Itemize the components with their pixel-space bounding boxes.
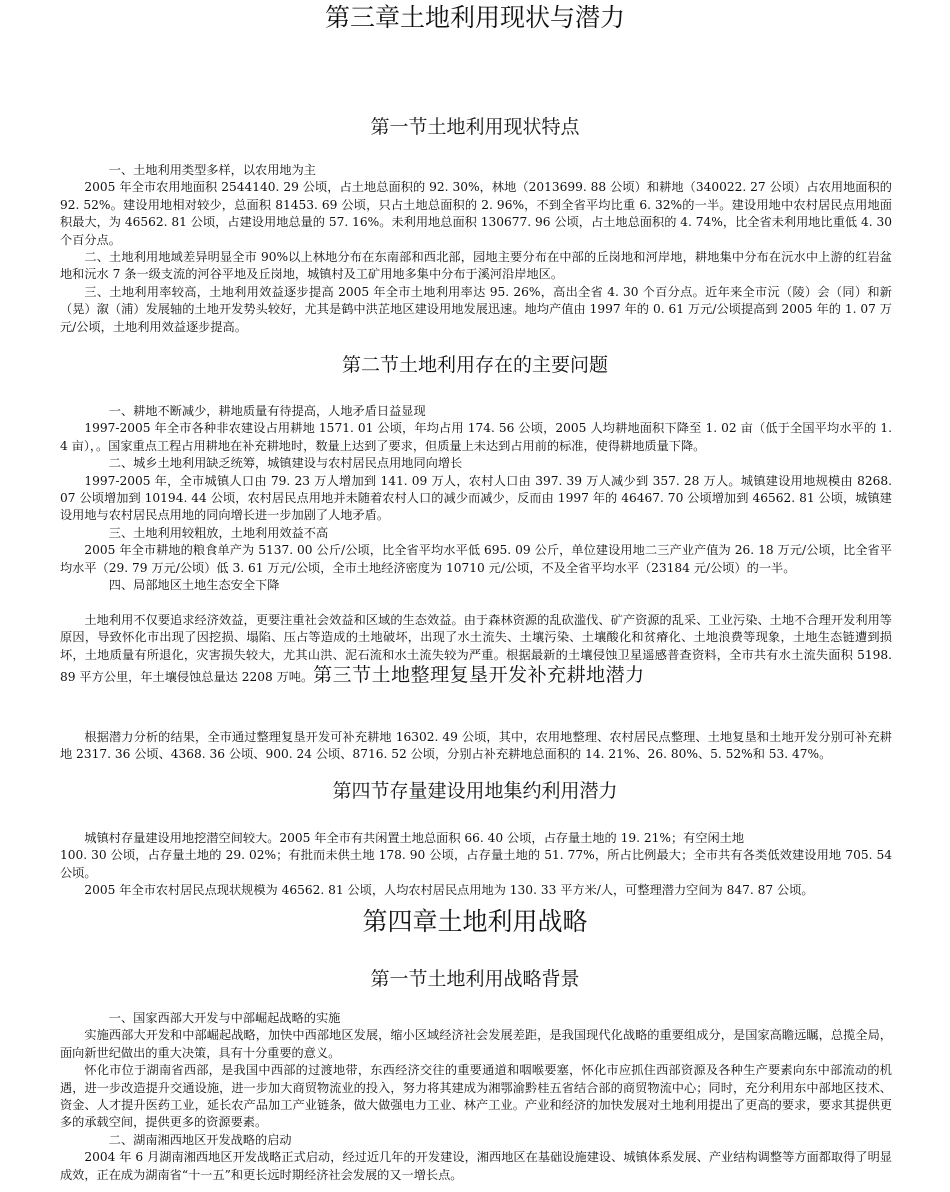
section-2-title: 第二节土地利用存在的主要问题	[341, 354, 608, 376]
chapter-3-title: 第三章土地利用现状与潜力	[324, 3, 625, 32]
section-1-heading-1: 一、土地利用类型多样，以农用地为主	[108, 163, 316, 177]
section-2-heading-3: 三、土地利用较粗放，土地利用效益不高	[108, 525, 329, 540]
section-1-para-1: 2005 年全市农用地面积 2544140. 29 公顷，占土地总面积的 92. 30%，林地（2013699. 88 公顷）和耕地（340022. 27 公顷）占农用地面积的 92. 52%。建设用地相对较少，总面积 81453. 69 公顷，只占土地总面积的 2. 96%，不到全省平均比重 6. 32%的一半。建设用地中农村居民点用地面积最大，为 46562. 81 公顷，占建设用地总量的 57. 16%。未利用地总面积 130677. 96 公顷，占土地总面积的 4. 74%，比全省未利用地比重低 4. 30 个百分点。	[60, 180, 892, 247]
section-1-para-2: 二、土地利用地域差异明显全市 90%以上林地分布在东南部和西北部，园地主要分布在中部的丘岗地和河岸地，耕地集中分布在沅水中上游的红岩盆地和沅水 7 条一级支流的河谷平地及丘岗地，城镇村及工矿用地多集中分布于溪河沿岸地区。	[60, 250, 892, 282]
section-1-title: 第一节土地利用现状特点	[370, 116, 580, 138]
chapter-4-para-3: 2004 年 6 月湖南湘西地区开发战略正式启动，经过近几年的开发建设，湘西地区在基础设施建设、城镇体系发展、产业结构调整等方面都取得了明显成效，正在成为湖南省“十一五”和更长远时期经济社会发展的又一增长点。	[60, 1150, 892, 1182]
section-2-body	[60, 403, 892, 594]
section-2-para-3: 2005 年全市耕地的粮食单产为 5137. 00 公斤/公顷，比全省平均水平低 695. 09 公斤，单位建设用地二三产业产值为 26. 18 万元/公顷，比全省平均水平（29. 79 万元/公顷）低 3. 61 万元/公顷，全市土地经济密度为 10710 元/公顷，不及全省平均水平（23184 元/公顷）的一半。	[60, 543, 892, 575]
chapter-4-heading-1: 一、国家西部大开发与中部崛起战略的实施	[108, 1011, 341, 1025]
chapter-4-heading-2: 二、湖南湘西地区开发战略的启动	[108, 1132, 292, 1147]
section-2-heading-2: 二、城乡土地利用缺乏统筹，城镇建设与农村居民点用地同向增长	[108, 456, 463, 471]
section-1-body	[60, 162, 892, 336]
section-1-para-3: 三、土地利用率较高，土地利用效益逐步提高 2005 年全市土地利用率达 95. 26%，高出全省 4. 30 个百分点。近年来全市沅（陵）会（同）和新（晃）溆（浦）发展轴的土地开发势头较好，尤其是鹤中洪芷地区建设用地发展迅速。地均产值由 1997 年的 0. 61 万元/公顷提高到 2005 年的 1. 07 万元/公顷，土地利用效益逐步提高。	[60, 284, 892, 334]
section-2-para-4: 土地利用不仅要追求经济效益，更要注重社会效益和区域的生态效益。由于森林资源的乱砍滥伐、矿产资源的乱采、工业污染、土地不合理开发利用等原因，导致怀化市出现了因挖损、塌陷、压占等造成的土地破坏，出现了水土流失、土壤污染、土壤酸化和贫瘠化、土地浪费等现象，土地生态链遭到损坏，土地质量有所退化，灾害损失较大，尤其山洪、泥石流和水土流失较为严重。根据最新的土壤侵蚀卫星遥感普查资料，全市共有水土流失面积 5198. 89 平方公里，年土壤侵蚀总量达 2208 万吨。	[60, 613, 892, 685]
chapter-4-section-1-body	[60, 1010, 892, 1184]
section-4-para-1b: 100. 30 公顷，占存量土地的 29. 02%；有批而未供土地 178. 90 公顷，占存量土地的 51. 77%，所占比例最大；全市共有各类低效建设用地 705. 54 公顷。	[60, 848, 892, 880]
section-3-title: 第三节土地整理复垦开发补充耕地潜力	[313, 664, 645, 687]
section-2-para-1: 1997-2005 年全市各种非农建设占用耕地 1571. 01 公顷，年均占用 174. 56 公顷，2005 人均耕地面积下降至 1. 02 亩（低于全国平均水平的 1. 4 亩），。国家重点工程占用耕地在补充耕地时，数量上达到了要求，但质量上未达到占用前的标准，使得耕地质量下降。	[60, 421, 892, 453]
section-2-para-2: 1997-2005 年，全市城镇人口由 79. 23 万人增加到 141. 09 万人，农村人口由 397. 39 万人减少到 357. 28 万人。城镇建设用地规模由 8268. 07 公顷增加到 10194. 44 公顷，农村居民点用地并未随着农村人口的减少而减少，反而由 1997 年的 46467. 70 公顷增加到 46562. 81 公顷，城镇建设用地与农村居民点用地的同向增长进一步加剧了人地矛盾。	[60, 473, 892, 523]
section-4-para-2: 2005 年全市农村居民点现状规模为 46562. 81 公顷，人均农村居民点用地为 130. 33 平方米/人，可整理潜力空间为 847. 87 公顷。	[84, 883, 814, 898]
chapter-4-title: 第四章土地利用战略	[362, 907, 588, 936]
section-2-para-4-wrap	[60, 612, 892, 687]
chapter-4-para-2: 怀化市位于湖南省西部，是我国中西部的过渡地带，东西经济交往的重要通道和咽喉要塞，怀化市应抓住西部资源及各种生产要素向东中部流动的机遇，进一步改造提升交通设施，进一步加大商贸物流业的投入，努力将其建成为湘鄂渝黔桂五省结合部的商贸物流中心；同时，充分利用东中部地区技术、资金、人才提升医药工业，延长农产品加工产业链条，做大做强电力工业、林产工业。产业和经济的加快发展对土地利用提出了更高的要求，要求其提供更多的承载空间，提供更多的资源要素。	[60, 1063, 892, 1130]
section-4-title: 第四节存量建设用地集约利用潜力	[332, 780, 618, 802]
section-2-heading-1: 一、耕地不断减少，耕地质量有待提高，人地矛盾日益显现	[108, 404, 426, 418]
chapter-4-section-1-title: 第一节土地利用战略背景	[370, 968, 580, 990]
section-2-3-merged	[60, 612, 892, 687]
section-2-heading-4: 四、局部地区土地生态安全下降	[108, 578, 280, 593]
section-4-para-1a: 城镇村存量建设用地挖潜空间较大。2005 年全市有共闲置土地总面积 66. 40 公顷，占存量土地的 19. 21%；有空闲土地	[84, 831, 745, 845]
section-3-body	[60, 729, 892, 764]
section-4-body	[60, 830, 892, 900]
section-3-para-1: 根据潜力分析的结果，全市通过整理复垦开发可补充耕地 16302. 49 公顷，其中，农用地整理、农村居民点整理、土地复垦和土地开发分别可补充耕地 2317. 36 公顷、4368. 36 公顷、900. 24 公顷、8716. 52 公顷，分别占补充耕地总面积的 14. 21%、26. 80%、5. 52%和 53. 47%。	[60, 730, 892, 762]
chapter-4-para-1: 实施西部大开发和中部崛起战略，加快中西部地区发展，缩小区域经济社会发展差距，是我国现代化战略的重要组成分，是国家高瞻远瞩，总揽全局，面向新世纪做出的重大决策，具有十分重要的意义。	[60, 1028, 892, 1060]
